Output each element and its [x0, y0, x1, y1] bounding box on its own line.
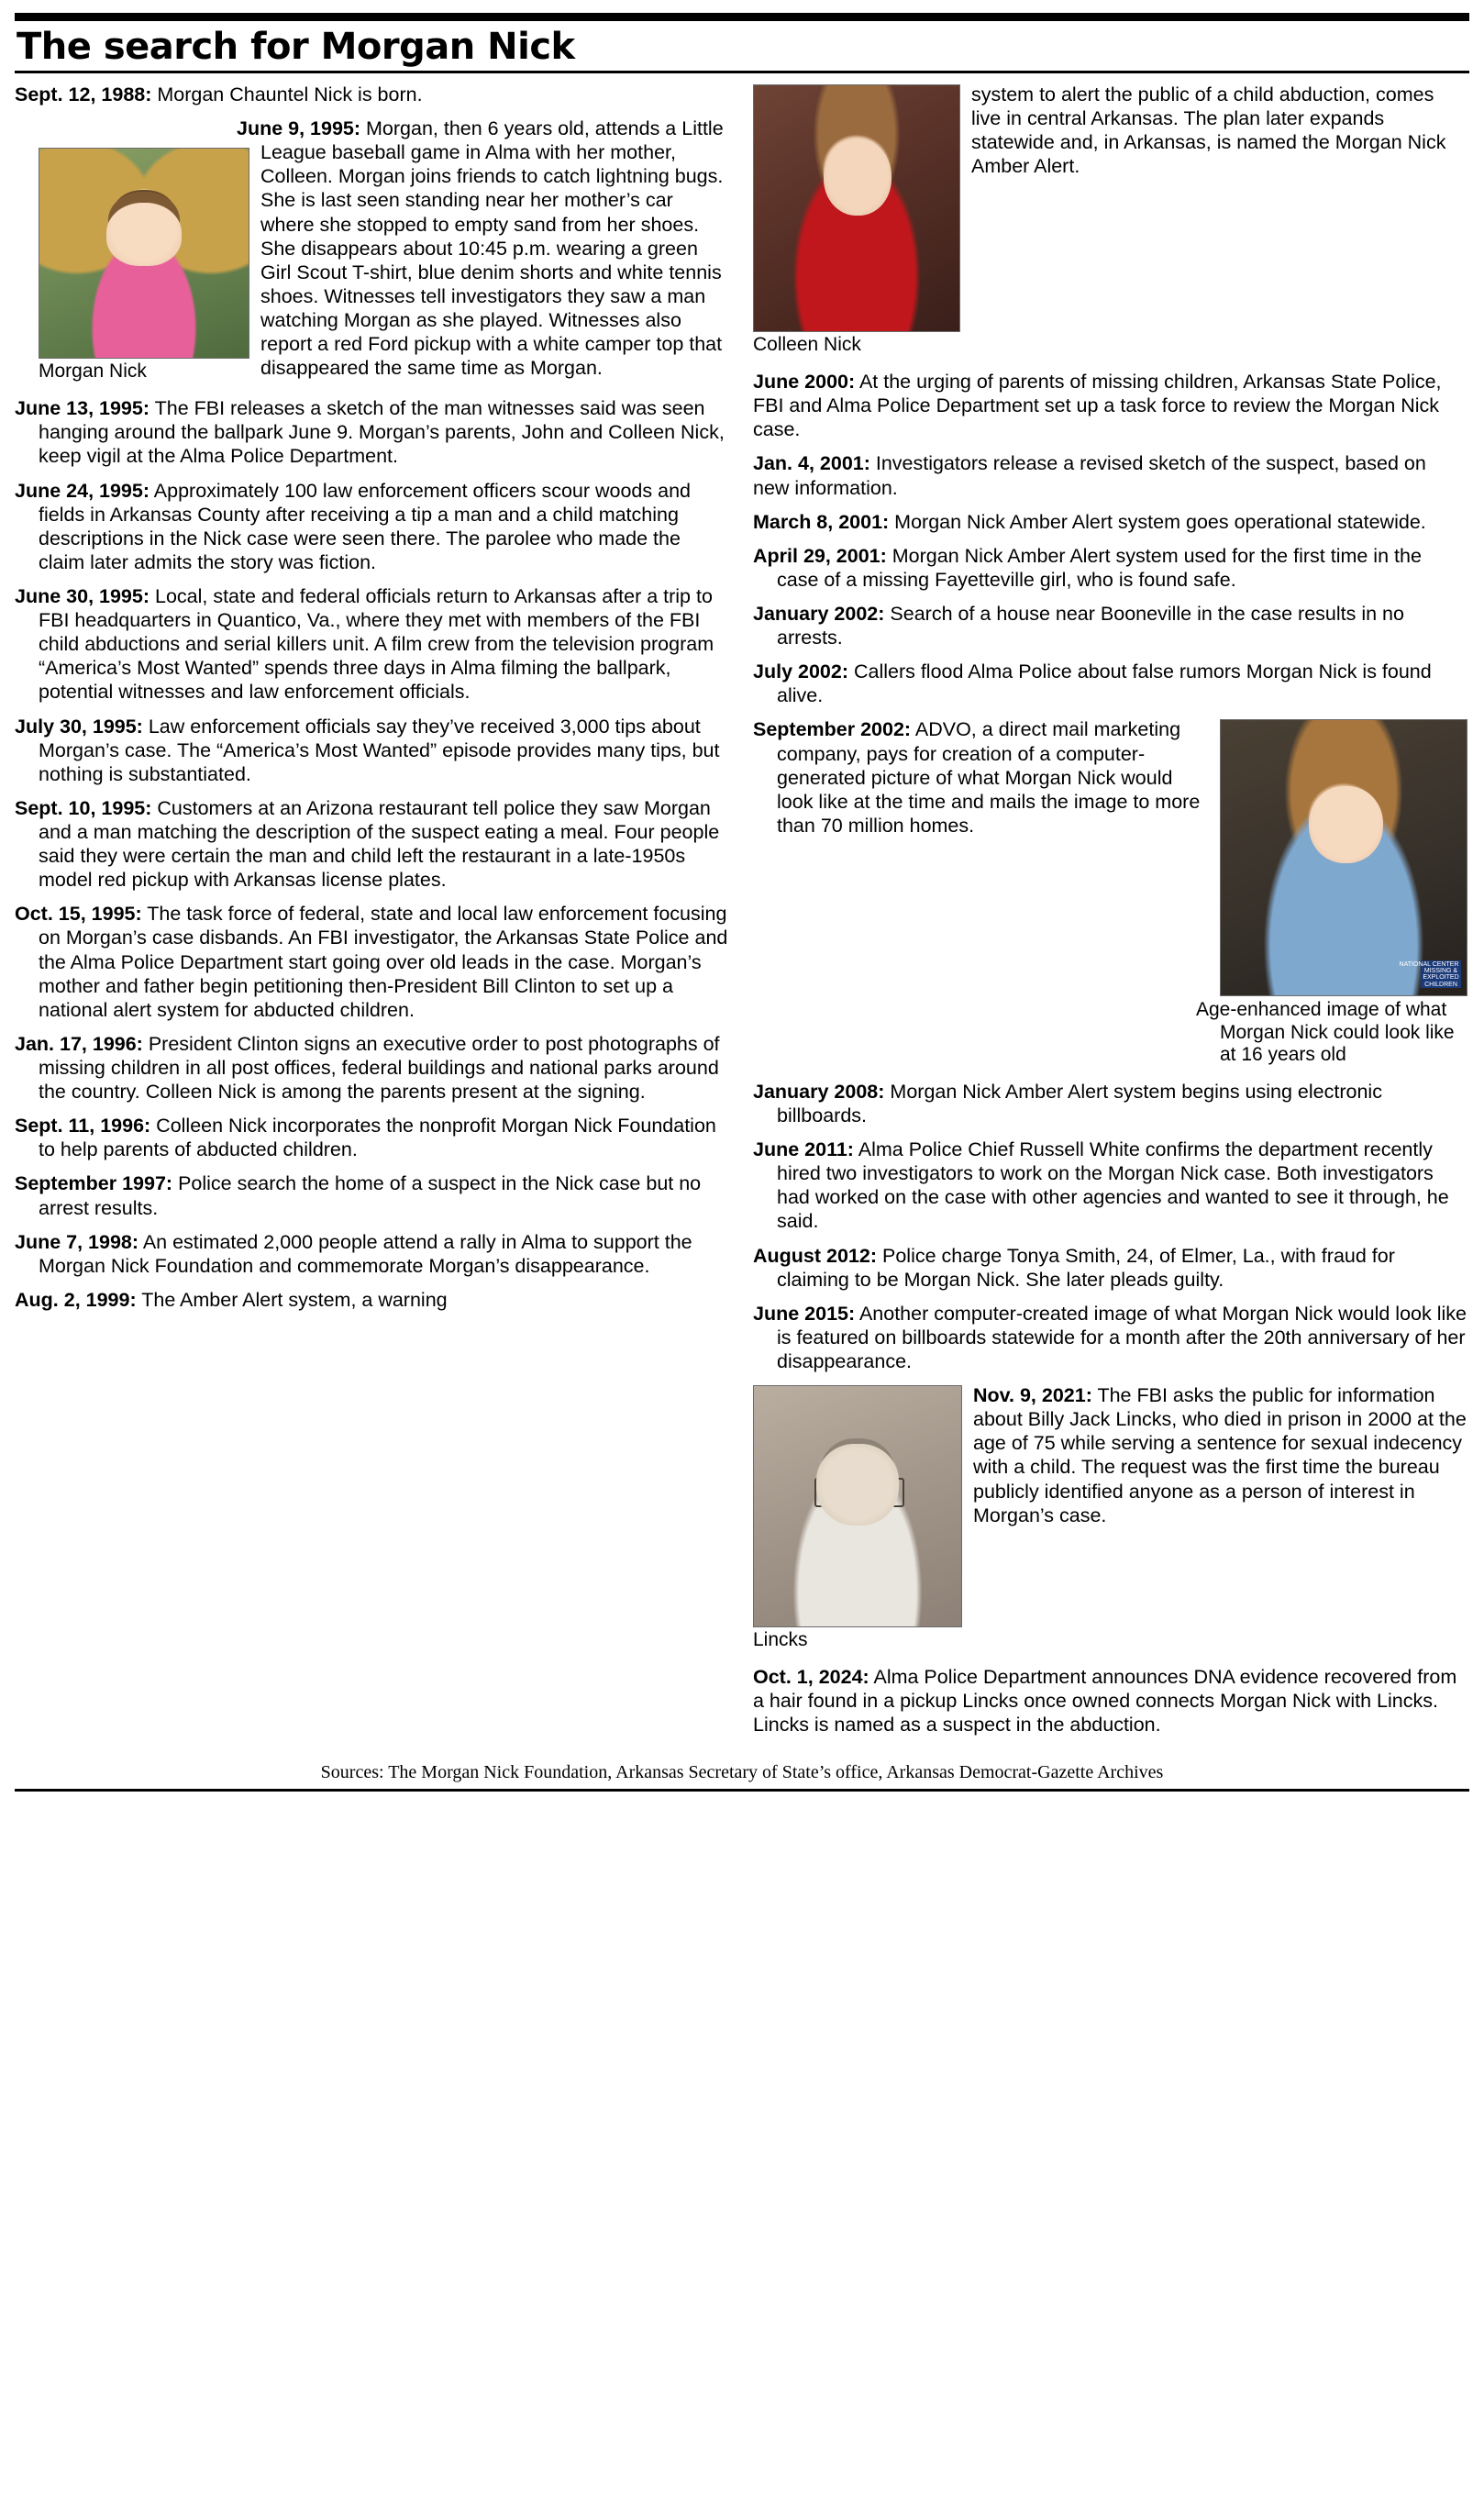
entry-text: The Amber Alert system, a warning	[136, 1288, 448, 1311]
entry-date: June 2011:	[753, 1138, 854, 1161]
entry-text: Morgan Nick Amber Alert system begins using electronic billboards.	[777, 1080, 1382, 1126]
entry-date: Sept. 12, 1988:	[15, 83, 152, 105]
timeline-entry	[15, 1114, 729, 1161]
entry-text: President Clinton signs an executive order to post photographs of missing children in all post offices, federal buildings and national parks around the country. Colleen Nick is among the parents present at the signing.	[39, 1032, 720, 1104]
figure-age-enhanced	[1196, 719, 1467, 1065]
figure-morgan	[39, 148, 249, 383]
lincks-photo	[753, 1385, 962, 1627]
right-column	[753, 83, 1467, 1748]
timeline-entry	[753, 1383, 1467, 1655]
entry-date: September 2002:	[753, 718, 912, 741]
entry-text: Morgan, then 6 years old, attends a Little League baseball game in Alma with her mother, Colleen. Morgan joins friends to catch lightning bugs. She is last seen standing near her mother’s car where she stopped to empty sand from her shoes. She disappears about 10:45 p.m. wearing a green Girl Scout T-shirt, blue denim shorts and white tennis shoes. Witnesses tell investigators they saw a man watching Morgan as she played. Witnesses also report a red Ford pickup with a white camper top that disappeared the same time as Morgan.	[260, 117, 724, 380]
timeline-entry	[753, 602, 1467, 649]
entry-date: June 9, 1995:	[237, 117, 361, 140]
colleen-nick-caption: Colleen Nick	[753, 334, 861, 355]
morgan-nick-caption: Morgan Nick	[39, 361, 147, 383]
bottom-divider	[15, 1789, 1469, 1792]
entry-text: Local, state and federal officials return to Arkansas after a trip to FBI headquarters in Quantico, Va., where they met with members of the FBI child abductions and serial killers unit. A film crew from the television program “America’s Most Wanted” spends three days in Alma filming the ballpark, potential witnesses and law enforcement officials.	[39, 585, 714, 704]
entry-date: January 2008:	[753, 1080, 885, 1103]
timeline-entry	[15, 396, 729, 468]
timeline-entry	[753, 1080, 1467, 1127]
entry-date: July 2002:	[753, 660, 848, 683]
sources-note: Sources: The Morgan Nick Foundation, Arkansas Secretary of State’s office, Arkansas Democrat-Gazette Archives	[320, 1761, 1164, 1782]
timeline-entry	[15, 715, 729, 786]
timeline-entry	[15, 584, 729, 705]
entry-text: Callers flood Alma Police about false rumors Morgan Nick is found alive.	[777, 660, 1432, 707]
entry-text: Colleen Nick incorporates the nonprofit Morgan Nick Foundation to help parents of abducted children.	[39, 1115, 716, 1161]
timeline-entry	[753, 717, 1467, 1069]
entry-text: Morgan Nick Amber Alert system used for the first time in the case of a missing Fayetteville girl, who is found safe.	[777, 544, 1422, 591]
morgan-nick-photo	[39, 148, 249, 359]
entry-date: April 29, 2001:	[753, 544, 887, 567]
entry-text: Police search the home of a suspect in the Nick case but no arrest results.	[39, 1172, 702, 1219]
entry-date: September 1997:	[15, 1172, 173, 1195]
timeline-entry	[15, 1032, 729, 1104]
entry-text: ADVO, a direct mail marketing company, pays for creation of a computer-generated picture of what Morgan Nick would look like at the time and mails the image to more than 70 million homes.	[777, 718, 1201, 837]
entry-date: Oct. 15, 1995:	[15, 903, 142, 926]
entry-text: The task force of federal, state and local law enforcement focusing on Morgan’s case disbands. An FBI investigator, the Arkansas State Police and the Alma Police Department start going over old leads in the case. Morgan’s mother and father begin petitioning then-President Bill Clinton to set up a national alert system for abducted children.	[39, 903, 728, 1021]
timeline-entry	[753, 660, 1467, 707]
entry-text: Morgan Nick Amber Alert system goes operational statewide.	[889, 510, 1426, 533]
entry-date: Jan. 17, 1996:	[15, 1032, 143, 1055]
entry-text: Alma Police Chief Russell White confirms the department recently hired two investigators to work on the Morgan Nick case. Both investigators had worked on the case with other agencies and wanted to see it through, he said.	[777, 1138, 1449, 1233]
timeline-entry	[753, 1302, 1467, 1373]
entry-date: June 13, 1995:	[15, 397, 150, 420]
timeline-entry	[753, 451, 1467, 499]
entry-text: system to alert the public of a child abduction, comes live in central Arkansas. The plan later expands statewide and, in Arkansas, is named the Morgan Nick Amber Alert.	[971, 83, 1446, 178]
figure-colleen	[753, 84, 960, 356]
entry-date: July 30, 1995:	[15, 715, 143, 738]
entry-date: Sept. 11, 1996:	[15, 1115, 151, 1137]
timeline-entry	[753, 544, 1467, 592]
entry-date: Jan. 4, 2001:	[753, 452, 870, 475]
entry-text: Investigators release a revised sketch of the suspect, based on new information.	[753, 452, 1426, 499]
entry-date: August 2012:	[753, 1244, 878, 1267]
entry-date: Oct. 1, 2024:	[753, 1666, 869, 1689]
timeline-entry	[753, 510, 1467, 534]
page-title: The search for Morgan Nick	[17, 26, 575, 68]
entry-date: January 2002:	[753, 603, 885, 626]
entry-text: Alma Police Department announces DNA evidence recovered from a hair found in a pickup Lincks once owned connects Morgan Nick with Lincks. Lincks is named as a suspect in the abduction.	[753, 1666, 1457, 1737]
entry-text: Law enforcement officials say they’ve received 3,000 tips about Morgan’s case. The “America’s Most Wanted” episode provides many tips, but nothing is substantiated.	[39, 715, 720, 785]
entry-text: Another computer-created image of what Morgan Nick would look like is featured on billboards statewide for a month after the 20th anniversary of her disappearance.	[777, 1302, 1467, 1372]
timeline-entry-continuation	[753, 83, 1467, 360]
timeline-entry	[15, 1288, 729, 1312]
entry-date: June 2000:	[753, 371, 856, 394]
entry-date: Nov. 9, 2021:	[973, 1384, 1092, 1407]
timeline-entry	[753, 370, 1467, 441]
entry-date: June 2015:	[753, 1302, 856, 1325]
left-column	[15, 83, 729, 1322]
entry-date: March 8, 2001:	[753, 510, 890, 533]
timeline-entry	[15, 796, 729, 892]
ncmec-badge: NATIONAL CENTER MISSING & EXPLOITED CHILDREN	[1421, 960, 1461, 988]
timeline-entry	[15, 902, 729, 1022]
entry-text: The FBI releases a sketch of the man witnesses said was seen hanging around the ballpark June 9. Morgan’s parents, John and Colleen Nick, keep vigil at the Alma Police Department.	[39, 397, 725, 468]
timeline-entry	[753, 1137, 1467, 1233]
entry-date: June 24, 1995:	[15, 479, 150, 502]
timeline-entry	[15, 1230, 729, 1278]
entry-date: June 7, 1998:	[15, 1230, 139, 1253]
top-divider	[15, 13, 1469, 21]
entry-text: An estimated 2,000 people attend a rally in Alma to support the Morgan Nick Foundation and commemorate Morgan’s disappearance.	[39, 1230, 692, 1277]
headline-divider	[15, 71, 1469, 73]
timeline-entry	[15, 117, 729, 386]
timeline-entry	[15, 479, 729, 574]
entry-date: Sept. 10, 1995:	[15, 796, 152, 819]
colleen-nick-photo	[753, 84, 960, 332]
entry-text: The FBI asks the public for information about Billy Jack Lincks, who died in prison in 2000 at the age of 75 while serving a sentence for sexual indecency with a child. The request was the first time the bureau publicly identified anyone as a person of interest in Morgan’s case.	[973, 1384, 1467, 1526]
timeline-entry	[15, 1171, 729, 1219]
entry-text: Search of a house near Booneville in the case results in no arrests.	[777, 603, 1404, 649]
two-column-body	[15, 83, 1469, 1748]
timeline-entry	[15, 83, 729, 106]
entry-text: Police charge Tonya Smith, 24, of Elmer, La., with fraud for claiming to be Morgan Nick. She later pleads guilty.	[777, 1244, 1395, 1291]
glasses-icon	[814, 1478, 905, 1508]
entry-date: Aug. 2, 1999:	[15, 1288, 137, 1311]
entry-date: June 30, 1995:	[15, 585, 150, 608]
entry-text: Approximately 100 law enforcement officers scour woods and fields in Arkansas County after receiving a tip a man and a child matching descriptions in the Nick case were seen there. The parolee who made the claim later admits the story was fiction.	[39, 479, 691, 573]
entry-text: Morgan Chauntel Nick is born.	[151, 83, 423, 105]
timeline-entry	[753, 1244, 1467, 1292]
age-enhanced-photo	[1220, 719, 1467, 996]
lincks-caption: Lincks	[753, 1629, 808, 1651]
age-enhanced-caption: Age-enhanced image of what Morgan Nick could look like at 16 years old	[1196, 999, 1455, 1065]
entry-text: At the urging of parents of missing children, Arkansas State Police, FBI and Alma Police Department set up a task force to review the Morgan Nick case.	[753, 371, 1442, 441]
entry-text: Customers at an Arizona restaurant tell police they saw Morgan and a man matching the description of the suspect eating a meal. Four people said they were certain the man and child left the restaurant in a late-1950s model red pickup with Arkansas license plates.	[39, 796, 720, 892]
figure-lincks	[753, 1385, 962, 1651]
timeline-entry	[753, 1665, 1467, 1737]
